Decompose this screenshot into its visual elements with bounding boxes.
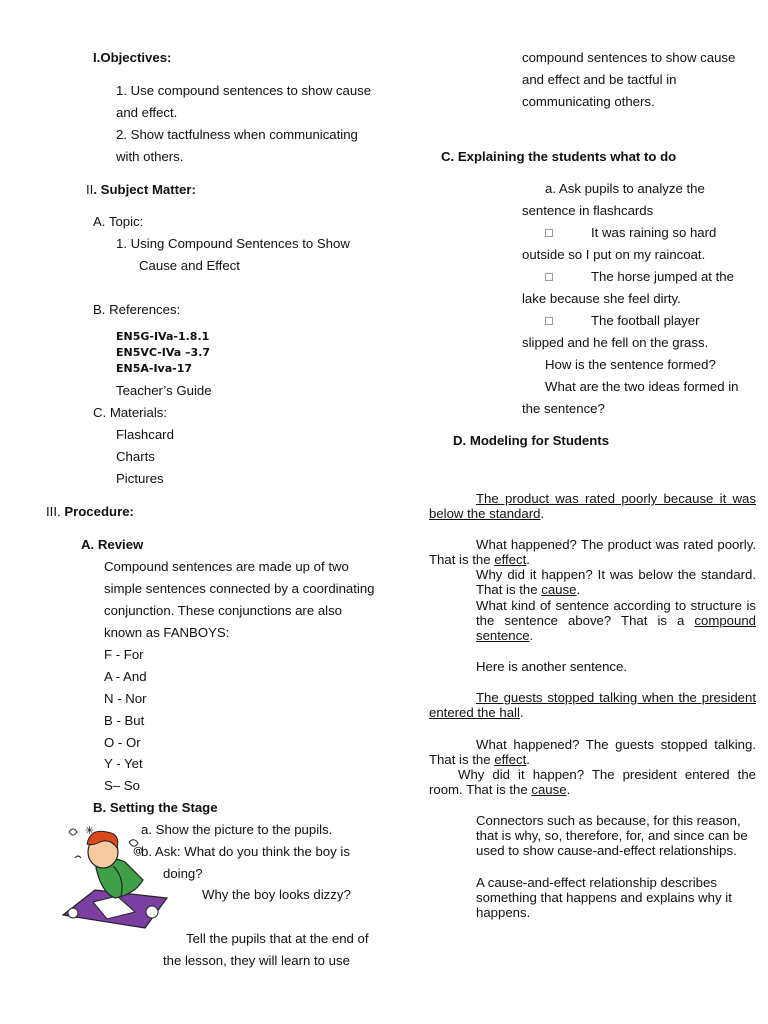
review-line: simple sentences connected by a coordinating: [104, 581, 375, 596]
svg-text:✳: ✳: [85, 824, 95, 837]
section-c-heading: C. Explaining the students what to do: [441, 149, 677, 164]
flashcard-sentence-1-line-1: It was raining so hard: [591, 225, 717, 240]
review-line: conjunction. These conjunctions are also: [104, 603, 343, 618]
effect-term: effect: [494, 752, 527, 767]
stage-step-a: a. Show the picture to the pupils.: [141, 822, 333, 837]
objective-2-line-1: 2. Show tactfulness when communicating: [116, 127, 358, 142]
procedure-numeral: III.: [46, 504, 61, 519]
continued-line: communicating others.: [522, 94, 655, 109]
model-sentence-1-text: The product was rated poorly because it was below the standard: [429, 491, 756, 521]
stage-step-b-line-3: Why the boy looks dizzy?: [202, 887, 351, 902]
review-line: known as FANBOYS:: [104, 625, 230, 640]
flashcard-sentence-1: [545, 225, 716, 241]
material-item: Flashcard: [116, 427, 174, 442]
checkbox-bullet-icon: [545, 317, 553, 325]
model-what-happened-2: What happened? The guests stopped talking. That is the effect.: [429, 737, 756, 767]
model-kind-text: What kind of sentence according to structure is the sentence above? That is a: [476, 598, 756, 628]
procedure-title: Procedure:: [64, 504, 134, 519]
flashcard-sentence-3-line-2: slipped and he fell on the grass.: [522, 335, 709, 350]
reference-code-3: EN5A-Iva-17: [116, 362, 193, 375]
reference-code-2: EN5VC-IVa –3.7: [116, 346, 211, 359]
model-why-2-text: Why did it happen? The president entered the room. That is the: [429, 767, 756, 797]
topic-label: A. Topic:: [93, 214, 144, 229]
dizzy-boy-clipart: [55, 820, 175, 930]
model-why-1: Why did it happen? It was below the standard. That is the cause.: [476, 567, 756, 597]
fanboys-item: A - And: [104, 669, 147, 684]
flashcard-sentence-3-line-1: The football player: [591, 313, 700, 328]
stage-tell-line-1: Tell the pupils that at the end of: [186, 931, 369, 946]
connectors-paragraph: Connectors such as because, for this reason, that is why, so, therefore, for, and since can be used to show cause-and-effect relationships.: [476, 813, 748, 858]
reference-code-1: EN5G-IVa-1.8.1: [116, 330, 210, 343]
checkbox-bullet-icon: [545, 229, 553, 237]
section-d-heading: D. Modeling for Students: [453, 433, 610, 448]
flashcard-sentence-3: [545, 313, 700, 329]
subject-matter-heading: [86, 182, 196, 198]
objectives-heading: I.Objectives:: [93, 50, 172, 65]
flashcard-sentence-2-line-2: lake because she feel dirty.: [522, 291, 681, 306]
cause-term: cause: [541, 582, 577, 597]
model-sentence-1: The product was rated poorly because it was below the standard.: [429, 491, 756, 521]
fanboys-item: Y - Yet: [104, 756, 143, 771]
reference-teachers-guide: Teacher’s Guide: [116, 383, 212, 398]
flashcard-sentence-2-line-1: The horse jumped at the: [591, 269, 734, 284]
subject-matter-numeral: II: [86, 182, 94, 197]
model-why-2: Why did it happen? The president entered the room. That is the cause.: [429, 767, 756, 797]
review-heading: A. Review: [81, 537, 144, 552]
subject-matter-title: . Subject Matter:: [93, 182, 196, 197]
fanboys-item: B - But: [104, 713, 145, 728]
model-kind-of-sentence: What kind of sentence according to structure is the sentence above? That is a compound sentence.: [476, 598, 756, 643]
another-sentence-label: Here is another sentence.: [476, 659, 628, 674]
c-question-1: How is the sentence formed?: [545, 357, 716, 372]
procedure-heading: [46, 504, 134, 520]
effect-term: effect: [494, 552, 527, 567]
fanboys-item: S– So: [104, 778, 140, 793]
objective-2-line-2: with others.: [116, 149, 184, 164]
c-step-a-line-1: a. Ask pupils to analyze the: [545, 181, 705, 196]
fanboys-item: F - For: [104, 647, 144, 662]
c-question-2-line-1: What are the two ideas formed in: [545, 379, 739, 394]
stage-tell-line-2: the lesson, they will learn to use: [163, 953, 350, 968]
topic-item-line-2: Cause and Effect: [139, 258, 240, 273]
stage-step-b-line-2: doing?: [163, 866, 203, 881]
model-what-happened-1-text: What happened? The product was rated poorly. That is the: [429, 537, 756, 567]
flashcard-sentence-1-line-2: outside so I put on my raincoat.: [522, 247, 706, 262]
compound-sentence-term: compound sentence: [476, 613, 756, 643]
objective-1-line-1: 1. Use compound sentences to show cause: [116, 83, 372, 98]
fanboys-item: O - Or: [104, 735, 141, 750]
model-why-1-text: Why did it happen? It was below the standard. That is the: [476, 567, 756, 597]
svg-text:@: @: [133, 846, 143, 857]
cause-term: cause: [531, 782, 567, 797]
objective-1-line-2: and effect.: [116, 105, 178, 120]
model-what-happened-2-text: What happened? The guests stopped talking. That is the: [429, 737, 756, 767]
checkbox-bullet-icon: [545, 273, 553, 281]
model-sentence-2: The guests stopped talking when the president entered the hall.: [429, 690, 756, 720]
continued-line: compound sentences to show cause: [522, 50, 736, 65]
materials-label: C. Materials:: [93, 405, 168, 420]
c-step-a-line-2: sentence in flashcards: [522, 203, 654, 218]
fanboys-item: N - Nor: [104, 691, 147, 706]
model-sentence-2-text: The guests stopped talking when the president entered the hall: [429, 690, 756, 720]
relationship-paragraph: A cause-and-effect relationship describes something that happens and explains why it happens.: [476, 875, 732, 920]
topic-item-line-1: 1. Using Compound Sentences to Show: [116, 236, 350, 251]
continued-line: and effect and be tactful in: [522, 72, 677, 87]
c-question-2-line-2: the sentence?: [522, 401, 605, 416]
stage-step-b-line-1: b. Ask: What do you think the boy is: [141, 844, 350, 859]
review-line: Compound sentences are made up of two: [104, 559, 349, 574]
flashcard-sentence-2: [545, 269, 734, 285]
model-what-happened-1: What happened? The product was rated poorly. That is the effect.: [429, 537, 756, 567]
material-item: Charts: [116, 449, 155, 464]
material-item: Pictures: [116, 471, 164, 486]
setting-stage-heading: B. Setting the Stage: [93, 800, 218, 815]
references-label: B. References:: [93, 302, 181, 317]
